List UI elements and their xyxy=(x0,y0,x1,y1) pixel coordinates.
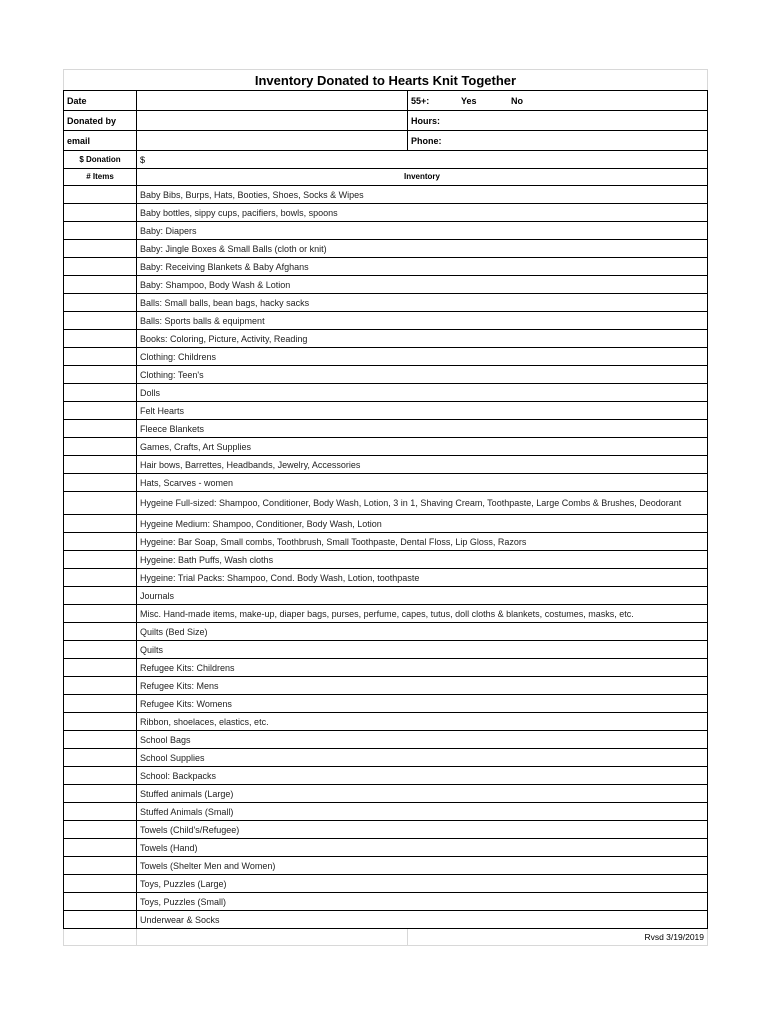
item-count-input[interactable] xyxy=(64,492,137,515)
item-count-input[interactable] xyxy=(64,587,137,605)
inventory-row xyxy=(64,402,708,420)
inventory-row xyxy=(64,222,708,240)
inventory-column-header: Inventory xyxy=(137,169,708,186)
item-count-input[interactable] xyxy=(64,533,137,551)
inventory-row xyxy=(64,348,708,366)
item-count-input[interactable] xyxy=(64,695,137,713)
inventory-row xyxy=(64,492,708,515)
inventory-row xyxy=(64,713,708,731)
item-count-input[interactable] xyxy=(64,713,137,731)
inventory-row xyxy=(64,438,708,456)
inventory-row xyxy=(64,785,708,803)
inventory-item-label: School Bags xyxy=(137,731,708,749)
inventory-row xyxy=(64,366,708,384)
inventory-item-label: Games, Crafts, Art Supplies xyxy=(137,438,708,456)
inventory-item-label: Hygeine: Trial Packs: Shampoo, Cond. Body Wash, Lotion, toothpaste xyxy=(137,569,708,587)
item-count-input[interactable] xyxy=(64,438,137,456)
inventory-item-label: Quilts xyxy=(137,641,708,659)
item-count-input[interactable] xyxy=(64,258,137,276)
footer-blank xyxy=(64,929,137,946)
inventory-row xyxy=(64,240,708,258)
inventory-row xyxy=(64,474,708,492)
hours-label: Hours: xyxy=(411,115,440,126)
yes-option[interactable]: Yes xyxy=(461,95,477,106)
inventory-row xyxy=(64,420,708,438)
date-field[interactable] xyxy=(137,91,408,111)
inventory-row xyxy=(64,893,708,911)
item-count-input[interactable] xyxy=(64,551,137,569)
item-count-input[interactable] xyxy=(64,222,137,240)
age-55-plus-field[interactable] xyxy=(408,91,708,111)
inventory-item-label: Hair bows, Barrettes, Headbands, Jewelry, Accessories xyxy=(137,456,708,474)
donated-by-label: Donated by xyxy=(64,111,137,131)
item-count-input[interactable] xyxy=(64,893,137,911)
inventory-row xyxy=(64,587,708,605)
inventory-item-label: Towels (Hand) xyxy=(137,839,708,857)
inventory-item-label: Stuffed Animals (Small) xyxy=(137,803,708,821)
inventory-item-label: Hygeine Full-sized: Shampoo, Conditioner, Body Wash, Lotion, 3 in 1, Shaving Cream, Toothpaste, Large Combs & Brushes, Deodorant xyxy=(137,492,708,515)
item-count-input[interactable] xyxy=(64,456,137,474)
inventory-item-label: Ribbon, shoelaces, elastics, etc. xyxy=(137,713,708,731)
phone-field[interactable] xyxy=(408,131,708,151)
inventory-row xyxy=(64,731,708,749)
item-count-input[interactable] xyxy=(64,605,137,623)
no-option[interactable]: No xyxy=(511,95,523,106)
item-count-input[interactable] xyxy=(64,276,137,294)
item-count-input[interactable] xyxy=(64,677,137,695)
inventory-item-label: Books: Coloring, Picture, Activity, Reading xyxy=(137,330,708,348)
item-count-input[interactable] xyxy=(64,366,137,384)
inventory-item-label: Hygeine Medium: Shampoo, Conditioner, Body Wash, Lotion xyxy=(137,515,708,533)
item-count-input[interactable] xyxy=(64,749,137,767)
donated-by-field[interactable] xyxy=(137,111,408,131)
item-count-input[interactable] xyxy=(64,420,137,438)
items-column-header: # Items xyxy=(64,169,137,186)
inventory-row xyxy=(64,456,708,474)
inventory-item-label: Balls: Sports balls & equipment xyxy=(137,312,708,330)
inventory-row xyxy=(64,569,708,587)
email-field[interactable] xyxy=(137,131,408,151)
inventory-row xyxy=(64,839,708,857)
inventory-item-label: Baby: Jingle Boxes & Small Balls (cloth or knit) xyxy=(137,240,708,258)
item-count-input[interactable] xyxy=(64,821,137,839)
item-count-input[interactable] xyxy=(64,240,137,258)
inventory-row xyxy=(64,330,708,348)
item-count-input[interactable] xyxy=(64,857,137,875)
item-count-input[interactable] xyxy=(64,384,137,402)
footer-row xyxy=(64,929,708,946)
inventory-item-label: Clothing: Teen's xyxy=(137,366,708,384)
phone-label: Phone: xyxy=(411,135,442,146)
inventory-item-label: Toys, Puzzles (Small) xyxy=(137,893,708,911)
inventory-row xyxy=(64,384,708,402)
item-count-input[interactable] xyxy=(64,515,137,533)
revised-date: Rvsd 3/19/2019 xyxy=(408,929,708,946)
inventory-item-label: Underwear & Socks xyxy=(137,911,708,929)
inventory-item-label: Towels (Shelter Men and Women) xyxy=(137,857,708,875)
item-count-input[interactable] xyxy=(64,785,137,803)
donation-value: $ xyxy=(140,154,146,165)
inventory-row xyxy=(64,767,708,785)
inventory-row xyxy=(64,821,708,839)
item-count-input[interactable] xyxy=(64,348,137,366)
inventory-row xyxy=(64,515,708,533)
inventory-item-label: Quilts (Bed Size) xyxy=(137,623,708,641)
form-title: Inventory Donated to Hearts Knit Together xyxy=(63,69,708,90)
age-55-plus-label: 55+: xyxy=(411,95,430,106)
form-table xyxy=(63,90,708,946)
inventory-row xyxy=(64,186,708,204)
inventory-row xyxy=(64,551,708,569)
inventory-row xyxy=(64,911,708,929)
inventory-row xyxy=(64,623,708,641)
inventory-item-label: Stuffed animals (Large) xyxy=(137,785,708,803)
inventory-row xyxy=(64,803,708,821)
item-count-input[interactable] xyxy=(64,767,137,785)
inventory-row xyxy=(64,857,708,875)
inventory-row xyxy=(64,677,708,695)
inventory-item-label: Refugee Kits: Womens xyxy=(137,695,708,713)
inventory-item-label: School: Backpacks xyxy=(137,767,708,785)
inventory-item-label: Journals xyxy=(137,587,708,605)
item-count-input[interactable] xyxy=(64,330,137,348)
item-count-input[interactable] xyxy=(64,659,137,677)
inventory-item-label: School Supplies xyxy=(137,749,708,767)
inventory-item-label: Hygeine: Bath Puffs, Wash cloths xyxy=(137,551,708,569)
item-count-input[interactable] xyxy=(64,204,137,222)
item-count-input[interactable] xyxy=(64,641,137,659)
item-count-input[interactable] xyxy=(64,474,137,492)
inventory-row xyxy=(64,533,708,551)
inventory-item-label: Refugee Kits: Childrens xyxy=(137,659,708,677)
item-count-input[interactable] xyxy=(64,569,137,587)
item-count-input[interactable] xyxy=(64,402,137,420)
footer-blank xyxy=(137,929,408,946)
inventory-item-label: Hats, Scarves - women xyxy=(137,474,708,492)
item-count-input[interactable] xyxy=(64,803,137,821)
inventory-item-label: Baby Bibs, Burps, Hats, Booties, Shoes, Socks & Wipes xyxy=(137,186,708,204)
inventory-row xyxy=(64,294,708,312)
email-label: email xyxy=(64,131,137,151)
inventory-item-label: Toys, Puzzles (Large) xyxy=(137,875,708,893)
inventory-item-label: Refugee Kits: Mens xyxy=(137,677,708,695)
inventory-item-label: Felt Hearts xyxy=(137,402,708,420)
donation-label: $ Donation xyxy=(64,151,137,169)
inventory-row xyxy=(64,312,708,330)
inventory-item-label: Baby: Diapers xyxy=(137,222,708,240)
inventory-row xyxy=(64,695,708,713)
inventory-row xyxy=(64,258,708,276)
inventory-row xyxy=(64,875,708,893)
item-count-input[interactable] xyxy=(64,623,137,641)
inventory-item-label: Clothing: Childrens xyxy=(137,348,708,366)
inventory-item-label: Baby: Receiving Blankets & Baby Afghans xyxy=(137,258,708,276)
inventory-row xyxy=(64,204,708,222)
donation-field[interactable] xyxy=(137,151,708,169)
inventory-item-label: Fleece Blankets xyxy=(137,420,708,438)
item-count-input[interactable] xyxy=(64,294,137,312)
hours-field[interactable] xyxy=(408,111,708,131)
inventory-item-label: Balls: Small balls, bean bags, hacky sacks xyxy=(137,294,708,312)
inventory-item-label: Misc. Hand-made items, make-up, diaper bags, purses, perfume, capes, tutus, doll cloths & blankets, costumes, masks, etc. xyxy=(137,605,708,623)
inventory-row xyxy=(64,641,708,659)
item-count-input[interactable] xyxy=(64,312,137,330)
inventory-row xyxy=(64,276,708,294)
inventory-row xyxy=(64,659,708,677)
date-label: Date xyxy=(64,91,137,111)
inventory-item-label: Baby bottles, sippy cups, pacifiers, bowls, spoons xyxy=(137,204,708,222)
inventory-row xyxy=(64,605,708,623)
inventory-item-label: Hygeine: Bar Soap, Small combs, Toothbrush, Small Toothpaste, Dental Floss, Lip Gloss, Razors xyxy=(137,533,708,551)
item-count-input[interactable] xyxy=(64,731,137,749)
item-count-input[interactable] xyxy=(64,875,137,893)
inventory-item-label: Baby: Shampoo, Body Wash & Lotion xyxy=(137,276,708,294)
item-count-input[interactable] xyxy=(64,911,137,929)
inventory-item-label: Dolls xyxy=(137,384,708,402)
inventory-row xyxy=(64,749,708,767)
inventory-form xyxy=(63,69,708,946)
item-count-input[interactable] xyxy=(64,186,137,204)
inventory-item-label: Towels (Child's/Refugee) xyxy=(137,821,708,839)
item-count-input[interactable] xyxy=(64,839,137,857)
